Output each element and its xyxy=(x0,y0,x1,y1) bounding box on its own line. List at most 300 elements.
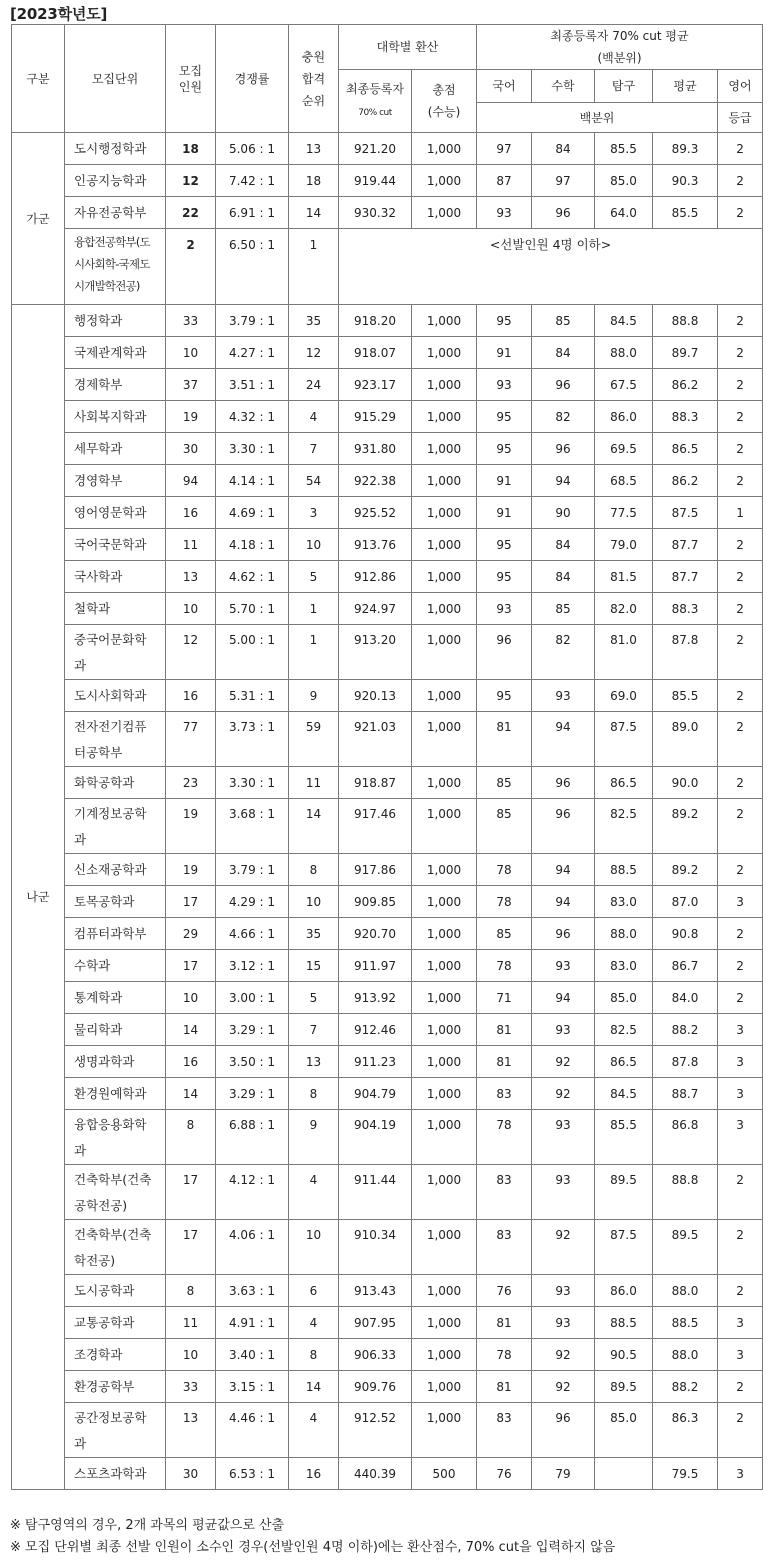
cell-eng: 2 xyxy=(718,767,763,799)
table-row xyxy=(12,1014,763,1046)
unit-name: 국제관계학과 xyxy=(65,337,166,369)
cell-inq: 86.0 xyxy=(595,401,653,433)
cell-avg: 87.7 xyxy=(653,561,718,593)
cell-math: 94 xyxy=(532,982,595,1014)
cell-inq: 69.5 xyxy=(595,433,653,465)
cell-rank: 24 xyxy=(289,369,339,401)
cell-math: 94 xyxy=(532,854,595,886)
cell-quota: 37 xyxy=(166,369,216,401)
table-row xyxy=(12,1371,763,1403)
cell-cut: 931.80 xyxy=(339,433,412,465)
cell-quota: 17 xyxy=(166,1165,216,1220)
cell-inq: 85.5 xyxy=(595,133,653,165)
group-ga: 가군 xyxy=(12,133,65,305)
cell-cut: 911.23 xyxy=(339,1046,412,1078)
table-row xyxy=(12,854,763,886)
header-english: 영어 xyxy=(718,70,763,103)
cell-math: 92 xyxy=(532,1046,595,1078)
cell-kor: 95 xyxy=(477,433,532,465)
cell-total: 1,000 xyxy=(412,401,477,433)
cell-total: 1,000 xyxy=(412,165,477,197)
cell-avg: 79.5 xyxy=(653,1458,718,1490)
cell-comp: 3.73 : 1 xyxy=(216,712,289,767)
cell-cut: 913.92 xyxy=(339,982,412,1014)
table-row xyxy=(12,1220,763,1275)
table-row xyxy=(12,133,763,165)
cell-avg: 88.0 xyxy=(653,1275,718,1307)
cell-cut: 910.34 xyxy=(339,1220,412,1275)
table-row xyxy=(12,767,763,799)
cell-cut: 909.85 xyxy=(339,886,412,918)
cell-cut: 924.97 xyxy=(339,593,412,625)
cell-cut: 925.52 xyxy=(339,497,412,529)
cell-kor: 78 xyxy=(477,1339,532,1371)
cell-inq: 77.5 xyxy=(595,497,653,529)
cell-eng: 2 xyxy=(718,918,763,950)
cell-total: 500 xyxy=(412,1458,477,1490)
cell-cut: 913.20 xyxy=(339,625,412,680)
cell-cut: 930.32 xyxy=(339,197,412,229)
cell-cut: 909.76 xyxy=(339,1371,412,1403)
cell-avg: 88.5 xyxy=(653,1307,718,1339)
cell-avg: 88.7 xyxy=(653,1078,718,1110)
cell-inq: 90.5 xyxy=(595,1339,653,1371)
cell-quota: 30 xyxy=(166,1458,216,1490)
table-row xyxy=(12,401,763,433)
cell-inq: 85.0 xyxy=(595,1403,653,1458)
table-row xyxy=(12,680,763,712)
unit-name: 건축학부(건축 학전공) xyxy=(65,1220,166,1275)
header-grade: 등급 xyxy=(718,103,763,133)
cell-kor: 91 xyxy=(477,337,532,369)
cell-rank: 11 xyxy=(289,767,339,799)
cell-kor: 71 xyxy=(477,982,532,1014)
cell-cut: 913.76 xyxy=(339,529,412,561)
cell-avg: 87.5 xyxy=(653,497,718,529)
cell-rank: 12 xyxy=(289,337,339,369)
unit-name: 행정학과 xyxy=(65,305,166,337)
table-row xyxy=(12,1458,763,1490)
cell-kor: 87 xyxy=(477,165,532,197)
cell-inq: 83.0 xyxy=(595,950,653,982)
table-row xyxy=(12,1078,763,1110)
unit-name: 환경원예학과 xyxy=(65,1078,166,1110)
cell-rank: 14 xyxy=(289,1371,339,1403)
cell-avg: 90.3 xyxy=(653,165,718,197)
cell-quota: 16 xyxy=(166,497,216,529)
table-row xyxy=(12,918,763,950)
table-row xyxy=(12,1046,763,1078)
cell-quota: 10 xyxy=(166,982,216,1014)
cell-rank: 13 xyxy=(289,133,339,165)
cell-rank: 15 xyxy=(289,950,339,982)
table-row xyxy=(12,1403,763,1458)
cell-inq: 86.0 xyxy=(595,1275,653,1307)
cell-avg: 88.2 xyxy=(653,1014,718,1046)
cell-cut: 913.43 xyxy=(339,1275,412,1307)
cell-math: 94 xyxy=(532,465,595,497)
cell-rank: 54 xyxy=(289,465,339,497)
cell-kor: 95 xyxy=(477,401,532,433)
header-total: 총점 (수능) xyxy=(412,70,477,133)
cell-comp: 4.69 : 1 xyxy=(216,497,289,529)
unit-name: 국어국문학과 xyxy=(65,529,166,561)
cell-rank: 18 xyxy=(289,165,339,197)
cell-avg: 85.5 xyxy=(653,680,718,712)
cell-cut: 917.86 xyxy=(339,854,412,886)
unit-name: 건축학부(건축 공학전공) xyxy=(65,1165,166,1220)
cell-kor: 81 xyxy=(477,1046,532,1078)
cell-cut: 918.07 xyxy=(339,337,412,369)
header-math: 수학 xyxy=(532,70,595,103)
cell-inq: 82.5 xyxy=(595,799,653,854)
cell-comp: 4.06 : 1 xyxy=(216,1220,289,1275)
unit-name: 전자전기컴퓨 터공학부 xyxy=(65,712,166,767)
cell-rank: 1 xyxy=(289,229,339,305)
table-row xyxy=(12,1110,763,1165)
cell-math: 90 xyxy=(532,497,595,529)
table-row xyxy=(12,369,763,401)
cell-kor: 83 xyxy=(477,1403,532,1458)
cell-math: 96 xyxy=(532,369,595,401)
header-group: 구분 xyxy=(12,25,65,133)
unit-name: 융합전공학부(도 시사회학-국제도 시개발학전공) xyxy=(65,229,166,305)
cell-kor: 95 xyxy=(477,305,532,337)
cell-inq: 88.0 xyxy=(595,918,653,950)
cell-avg: 87.0 xyxy=(653,886,718,918)
cell-math: 96 xyxy=(532,197,595,229)
cell-kor: 95 xyxy=(477,680,532,712)
cell-eng: 2 xyxy=(718,133,763,165)
cell-comp: 3.12 : 1 xyxy=(216,950,289,982)
cell-quota: 16 xyxy=(166,680,216,712)
cell-total: 1,000 xyxy=(412,1165,477,1220)
cell-eng: 2 xyxy=(718,197,763,229)
cell-eng: 2 xyxy=(718,305,763,337)
cell-comp: 3.79 : 1 xyxy=(216,305,289,337)
cell-eng: 2 xyxy=(718,337,763,369)
cell-total: 1,000 xyxy=(412,529,477,561)
cell-rank: 1 xyxy=(289,625,339,680)
header-competition: 경쟁률 xyxy=(216,25,289,133)
unit-name: 세무학과 xyxy=(65,433,166,465)
table-row-special xyxy=(12,229,763,305)
cell-kor: 83 xyxy=(477,1078,532,1110)
cell-eng: 2 xyxy=(718,1371,763,1403)
cell-total: 1,000 xyxy=(412,918,477,950)
cell-cut: 921.03 xyxy=(339,712,412,767)
header-unit: 모집단위 xyxy=(65,25,166,133)
cell-comp: 5.06 : 1 xyxy=(216,133,289,165)
cell-total: 1,000 xyxy=(412,1110,477,1165)
cell-comp: 3.50 : 1 xyxy=(216,1046,289,1078)
cell-comp: 3.68 : 1 xyxy=(216,799,289,854)
cell-avg: 89.7 xyxy=(653,337,718,369)
cell-inq: 85.5 xyxy=(595,1110,653,1165)
cell-math: 79 xyxy=(532,1458,595,1490)
cell-cut: 912.46 xyxy=(339,1014,412,1046)
cell-comp: 4.91 : 1 xyxy=(216,1307,289,1339)
cell-kor: 97 xyxy=(477,133,532,165)
cell-math: 96 xyxy=(532,918,595,950)
cell-quota: 33 xyxy=(166,1371,216,1403)
cell-kor: 91 xyxy=(477,497,532,529)
cell-avg: 87.8 xyxy=(653,625,718,680)
cell-total: 1,000 xyxy=(412,465,477,497)
cell-inq: 85.0 xyxy=(595,165,653,197)
unit-name: 도시사회학과 xyxy=(65,680,166,712)
cell-quota: 33 xyxy=(166,305,216,337)
cell-inq: 82.5 xyxy=(595,1014,653,1046)
cell-eng: 2 xyxy=(718,799,763,854)
table-row xyxy=(12,1165,763,1220)
table-row xyxy=(12,593,763,625)
cell-eng: 2 xyxy=(718,625,763,680)
table-row xyxy=(12,337,763,369)
cell-kor: 93 xyxy=(477,369,532,401)
cell-avg: 89.0 xyxy=(653,712,718,767)
unit-name: 자유전공학부 xyxy=(65,197,166,229)
cell-inq: 88.5 xyxy=(595,1307,653,1339)
cell-cut: 912.52 xyxy=(339,1403,412,1458)
cell-cut: 918.20 xyxy=(339,305,412,337)
cell-eng: 3 xyxy=(718,1014,763,1046)
cell-inq: 67.5 xyxy=(595,369,653,401)
cell-quota: 19 xyxy=(166,401,216,433)
header-quota: 모집 인원 xyxy=(166,25,216,133)
table-body xyxy=(12,25,763,1490)
cell-eng: 2 xyxy=(718,712,763,767)
cell-quota: 29 xyxy=(166,918,216,950)
cell-comp: 4.32 : 1 xyxy=(216,401,289,433)
cell-eng: 2 xyxy=(718,1275,763,1307)
cell-total: 1,000 xyxy=(412,1220,477,1275)
cell-total: 1,000 xyxy=(412,854,477,886)
cell-comp: 4.62 : 1 xyxy=(216,561,289,593)
cell-inq: 69.0 xyxy=(595,680,653,712)
cell-comp: 6.91 : 1 xyxy=(216,197,289,229)
cell-inq: 88.5 xyxy=(595,854,653,886)
cell-inq: 82.0 xyxy=(595,593,653,625)
cell-rank: 14 xyxy=(289,799,339,854)
footnote-1: ※ 탐구영역의 경우, 2개 과목의 평균값으로 산출 xyxy=(10,1518,285,1533)
cell-total: 1,000 xyxy=(412,767,477,799)
header-average: 최종등록자 70% cut 평균 (백분위) xyxy=(477,25,763,70)
cell-rank: 8 xyxy=(289,1339,339,1371)
special-note: <선발인원 4명 이하> xyxy=(339,229,763,305)
unit-name: 영어영문학과 xyxy=(65,497,166,529)
cell-quota: 23 xyxy=(166,767,216,799)
cell-math: 92 xyxy=(532,1078,595,1110)
table-row xyxy=(12,433,763,465)
cell-cut: 904.19 xyxy=(339,1110,412,1165)
header-inquiry: 탐구 xyxy=(595,70,653,103)
header-korean: 국어 xyxy=(477,70,532,103)
table-row xyxy=(12,625,763,680)
cell-inq: 89.5 xyxy=(595,1165,653,1220)
cell-eng: 2 xyxy=(718,950,763,982)
cell-comp: 3.63 : 1 xyxy=(216,1275,289,1307)
header-final: 최종등록자 70% cut xyxy=(339,70,412,133)
cell-math: 93 xyxy=(532,1014,595,1046)
cell-quota: 10 xyxy=(166,337,216,369)
cell-comp: 3.51 : 1 xyxy=(216,369,289,401)
cell-quota: 17 xyxy=(166,886,216,918)
cell-math: 82 xyxy=(532,401,595,433)
cell-total: 1,000 xyxy=(412,337,477,369)
unit-name: 중국어문화학 과 xyxy=(65,625,166,680)
page-title: [2023학년도] xyxy=(10,5,108,23)
unit-name: 환경공학부 xyxy=(65,1371,166,1403)
cell-eng: 3 xyxy=(718,1110,763,1165)
cell-rank: 8 xyxy=(289,854,339,886)
cell-quota: 13 xyxy=(166,1403,216,1458)
cell-eng: 2 xyxy=(718,433,763,465)
cell-quota: 18 xyxy=(166,133,216,165)
cell-avg: 87.8 xyxy=(653,1046,718,1078)
table-row xyxy=(12,561,763,593)
cell-comp: 4.18 : 1 xyxy=(216,529,289,561)
cell-kor: 81 xyxy=(477,1014,532,1046)
admission-table xyxy=(11,24,763,1490)
cell-kor: 78 xyxy=(477,886,532,918)
cell-cut: 917.46 xyxy=(339,799,412,854)
cell-math: 92 xyxy=(532,1220,595,1275)
cell-avg: 89.2 xyxy=(653,854,718,886)
cell-comp: 4.29 : 1 xyxy=(216,886,289,918)
cell-inq: 83.0 xyxy=(595,886,653,918)
cell-avg: 86.2 xyxy=(653,465,718,497)
cell-total: 1,000 xyxy=(412,133,477,165)
cell-eng: 3 xyxy=(718,1046,763,1078)
cell-math: 94 xyxy=(532,712,595,767)
cell-avg: 86.8 xyxy=(653,1110,718,1165)
cell-math: 84 xyxy=(532,529,595,561)
cell-quota: 30 xyxy=(166,433,216,465)
cell-rank: 35 xyxy=(289,305,339,337)
cell-inq: 87.5 xyxy=(595,712,653,767)
cell-quota: 8 xyxy=(166,1110,216,1165)
cell-math: 96 xyxy=(532,799,595,854)
cell-avg: 89.3 xyxy=(653,133,718,165)
cell-cut: 911.44 xyxy=(339,1165,412,1220)
cell-cut: 921.20 xyxy=(339,133,412,165)
cell-math: 84 xyxy=(532,337,595,369)
cell-rank: 5 xyxy=(289,561,339,593)
cell-rank: 16 xyxy=(289,1458,339,1490)
cell-quota: 12 xyxy=(166,625,216,680)
cell-math: 84 xyxy=(532,133,595,165)
cell-math: 85 xyxy=(532,593,595,625)
cell-comp: 3.30 : 1 xyxy=(216,767,289,799)
cell-avg: 86.3 xyxy=(653,1403,718,1458)
table-row xyxy=(12,465,763,497)
cell-math: 93 xyxy=(532,1165,595,1220)
unit-name: 도시행정학과 xyxy=(65,133,166,165)
cell-kor: 91 xyxy=(477,465,532,497)
unit-name: 통계학과 xyxy=(65,982,166,1014)
cell-kor: 96 xyxy=(477,625,532,680)
cell-rank: 4 xyxy=(289,1307,339,1339)
cell-rank: 5 xyxy=(289,982,339,1014)
cell-cut: 918.87 xyxy=(339,767,412,799)
cell-eng: 1 xyxy=(718,497,763,529)
cell-eng: 3 xyxy=(718,1339,763,1371)
cell-rank: 9 xyxy=(289,680,339,712)
cell-quota: 10 xyxy=(166,593,216,625)
cell-kor: 78 xyxy=(477,950,532,982)
cell-total: 1,000 xyxy=(412,369,477,401)
cell-comp: 6.53 : 1 xyxy=(216,1458,289,1490)
cell-math: 93 xyxy=(532,680,595,712)
cell-quota: 11 xyxy=(166,529,216,561)
cell-quota: 77 xyxy=(166,712,216,767)
cell-rank: 14 xyxy=(289,197,339,229)
unit-name: 물리학과 xyxy=(65,1014,166,1046)
cell-quota: 17 xyxy=(166,1220,216,1275)
cell-eng: 3 xyxy=(718,1078,763,1110)
cell-eng: 2 xyxy=(718,165,763,197)
cell-inq: 84.5 xyxy=(595,1078,653,1110)
cell-cut: 911.97 xyxy=(339,950,412,982)
cell-avg: 86.5 xyxy=(653,433,718,465)
cell-rank: 10 xyxy=(289,529,339,561)
cell-total: 1,000 xyxy=(412,950,477,982)
cell-comp: 3.00 : 1 xyxy=(216,982,289,1014)
cell-total: 1,000 xyxy=(412,799,477,854)
cell-math: 96 xyxy=(532,767,595,799)
cell-total: 1,000 xyxy=(412,593,477,625)
cell-total: 1,000 xyxy=(412,680,477,712)
cell-kor: 95 xyxy=(477,561,532,593)
cell-rank: 9 xyxy=(289,1110,339,1165)
cell-rank: 7 xyxy=(289,433,339,465)
cell-rank: 35 xyxy=(289,918,339,950)
cell-cut: 915.29 xyxy=(339,401,412,433)
cell-kor: 81 xyxy=(477,1371,532,1403)
cell-avg: 88.0 xyxy=(653,1339,718,1371)
cell-rank: 4 xyxy=(289,401,339,433)
cell-total: 1,000 xyxy=(412,1275,477,1307)
cell-inq xyxy=(595,1458,653,1490)
unit-name: 경영학부 xyxy=(65,465,166,497)
cell-avg: 88.3 xyxy=(653,401,718,433)
cell-comp: 4.27 : 1 xyxy=(216,337,289,369)
cell-kor: 81 xyxy=(477,712,532,767)
table-row xyxy=(12,529,763,561)
cell-total: 1,000 xyxy=(412,1307,477,1339)
cell-avg: 90.0 xyxy=(653,767,718,799)
unit-name: 조경학과 xyxy=(65,1339,166,1371)
unit-name: 기계정보공학 과 xyxy=(65,799,166,854)
cell-comp: 7.42 : 1 xyxy=(216,165,289,197)
unit-name: 신소재공학과 xyxy=(65,854,166,886)
cell-comp: 3.29 : 1 xyxy=(216,1014,289,1046)
cell-avg: 89.2 xyxy=(653,799,718,854)
cell-cut: 919.44 xyxy=(339,165,412,197)
cell-math: 92 xyxy=(532,1371,595,1403)
cell-quota: 2 xyxy=(166,229,216,305)
cell-comp: 3.30 : 1 xyxy=(216,433,289,465)
unit-name: 토목공학과 xyxy=(65,886,166,918)
cell-comp: 4.46 : 1 xyxy=(216,1403,289,1458)
cell-comp: 3.15 : 1 xyxy=(216,1371,289,1403)
cell-avg: 85.5 xyxy=(653,197,718,229)
cell-rank: 1 xyxy=(289,593,339,625)
cell-math: 93 xyxy=(532,1275,595,1307)
cell-quota: 11 xyxy=(166,1307,216,1339)
group-na: 나군 xyxy=(12,305,65,1490)
